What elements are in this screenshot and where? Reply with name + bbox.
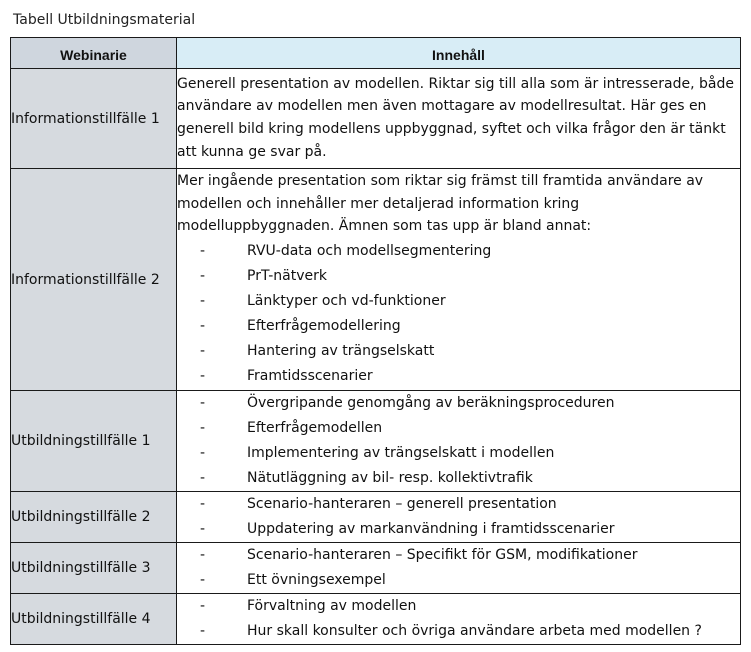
bullet-dash: - [200, 243, 206, 260]
bullet-text: Implementering av trängselskatt i modellen [247, 445, 555, 462]
table-row [11, 543, 741, 594]
bullet-item [177, 264, 740, 289]
row-content [177, 69, 741, 169]
row-content [177, 169, 741, 391]
bullet-item [177, 594, 740, 619]
bullet-dash: - [200, 521, 206, 538]
row-name: Utbildningstillfälle 1 [11, 391, 177, 492]
header-webinar: Webinarie [11, 38, 177, 69]
bullet-text: Ett övningsexempel [247, 572, 386, 589]
bullet-item [177, 416, 740, 441]
table-caption: Tabell Utbildningsmaterial [13, 12, 196, 28]
row-description: Mer ingående presentation som riktar sig främst till framtida användare av modellen och innehåller mer detaljerad information kring modelluppbyggnaden. Ämnen som tas upp är bland annat: [177, 172, 704, 235]
bullet-dash: - [200, 395, 206, 412]
bullet-dash: - [200, 623, 206, 640]
row-name: Utbildningstillfälle 3 [11, 543, 177, 594]
bullet-item [177, 339, 740, 364]
row-description: Generell presentation av modellen. Riktar sig till alla som är intresserade, både användare av modellen men även mottagare av modellresultat. Här ges en generell bild kring modellens uppbyggnad, syftet och vilka frågor den är tänkt att kunna ge svar på. [177, 75, 734, 160]
row-name: Informationstillfälle 2 [11, 169, 177, 391]
bullet-text: PrT-nätverk [247, 268, 327, 285]
bullet-item [177, 543, 740, 568]
bullet-dash: - [200, 445, 206, 462]
bullet-dash: - [200, 293, 206, 310]
bullet-dash: - [200, 368, 206, 385]
bullet-text: Efterfrågemodellering [247, 318, 401, 335]
bullet-dash: - [200, 470, 206, 487]
bullet-dash: - [200, 547, 206, 564]
bullet-text: Scenario-hanteraren – generell presentation [247, 496, 557, 513]
table-row [11, 391, 741, 492]
bullet-dash: - [200, 598, 206, 615]
row-content [177, 543, 741, 594]
bullet-item [177, 239, 740, 264]
bullet-text: Efterfrågemodellen [247, 420, 383, 437]
row-content [177, 391, 741, 492]
row-name: Utbildningstillfälle 2 [11, 492, 177, 543]
row-content [177, 594, 741, 645]
table-body [11, 69, 741, 645]
bullet-text: Framtidsscenarier [247, 368, 373, 385]
bullet-item [177, 466, 740, 491]
bullet-item [177, 619, 740, 644]
table-row [11, 594, 741, 645]
bullet-item [177, 391, 740, 416]
bullet-dash: - [200, 318, 206, 335]
bullet-item [177, 568, 740, 593]
bullet-item [177, 314, 740, 339]
bullet-text: Hantering av trängselskatt [247, 343, 435, 360]
bullet-text: Förvaltning av modellen [247, 598, 417, 615]
table-row [11, 492, 741, 543]
row-content [177, 492, 741, 543]
row-name: Utbildningstillfälle 4 [11, 594, 177, 645]
table-row [11, 69, 741, 169]
bullet-item [177, 364, 740, 389]
table-row [11, 169, 741, 391]
bullet-item [177, 517, 740, 542]
header-content: Innehåll [177, 38, 741, 69]
training-material-table [10, 37, 741, 645]
bullet-dash: - [200, 268, 206, 285]
bullet-text: Nätutläggning av bil- resp. kollektivtrafik [247, 470, 533, 487]
bullet-item [177, 492, 740, 517]
bullet-item [177, 289, 740, 314]
bullet-text: Uppdatering av markanvändning i framtidsscenarier [247, 521, 615, 538]
bullet-dash: - [200, 343, 206, 360]
bullet-dash: - [200, 420, 206, 437]
table-header-row [11, 38, 741, 69]
bullet-dash: - [200, 572, 206, 589]
bullet-text: Övergripande genomgång av beräkningsproceduren [247, 395, 615, 412]
bullet-dash: - [200, 496, 206, 513]
bullet-text: Hur skall konsulter och övriga användare arbeta med modellen ? [247, 623, 702, 640]
bullet-text: RVU-data och modellsegmentering [247, 243, 492, 260]
bullet-text: Länktyper och vd-funktioner [247, 293, 446, 310]
bullet-text: Scenario-hanteraren – Specifikt för GSM, modifikationer [247, 547, 638, 564]
row-name: Informationstillfälle 1 [11, 69, 177, 169]
bullet-item [177, 441, 740, 466]
